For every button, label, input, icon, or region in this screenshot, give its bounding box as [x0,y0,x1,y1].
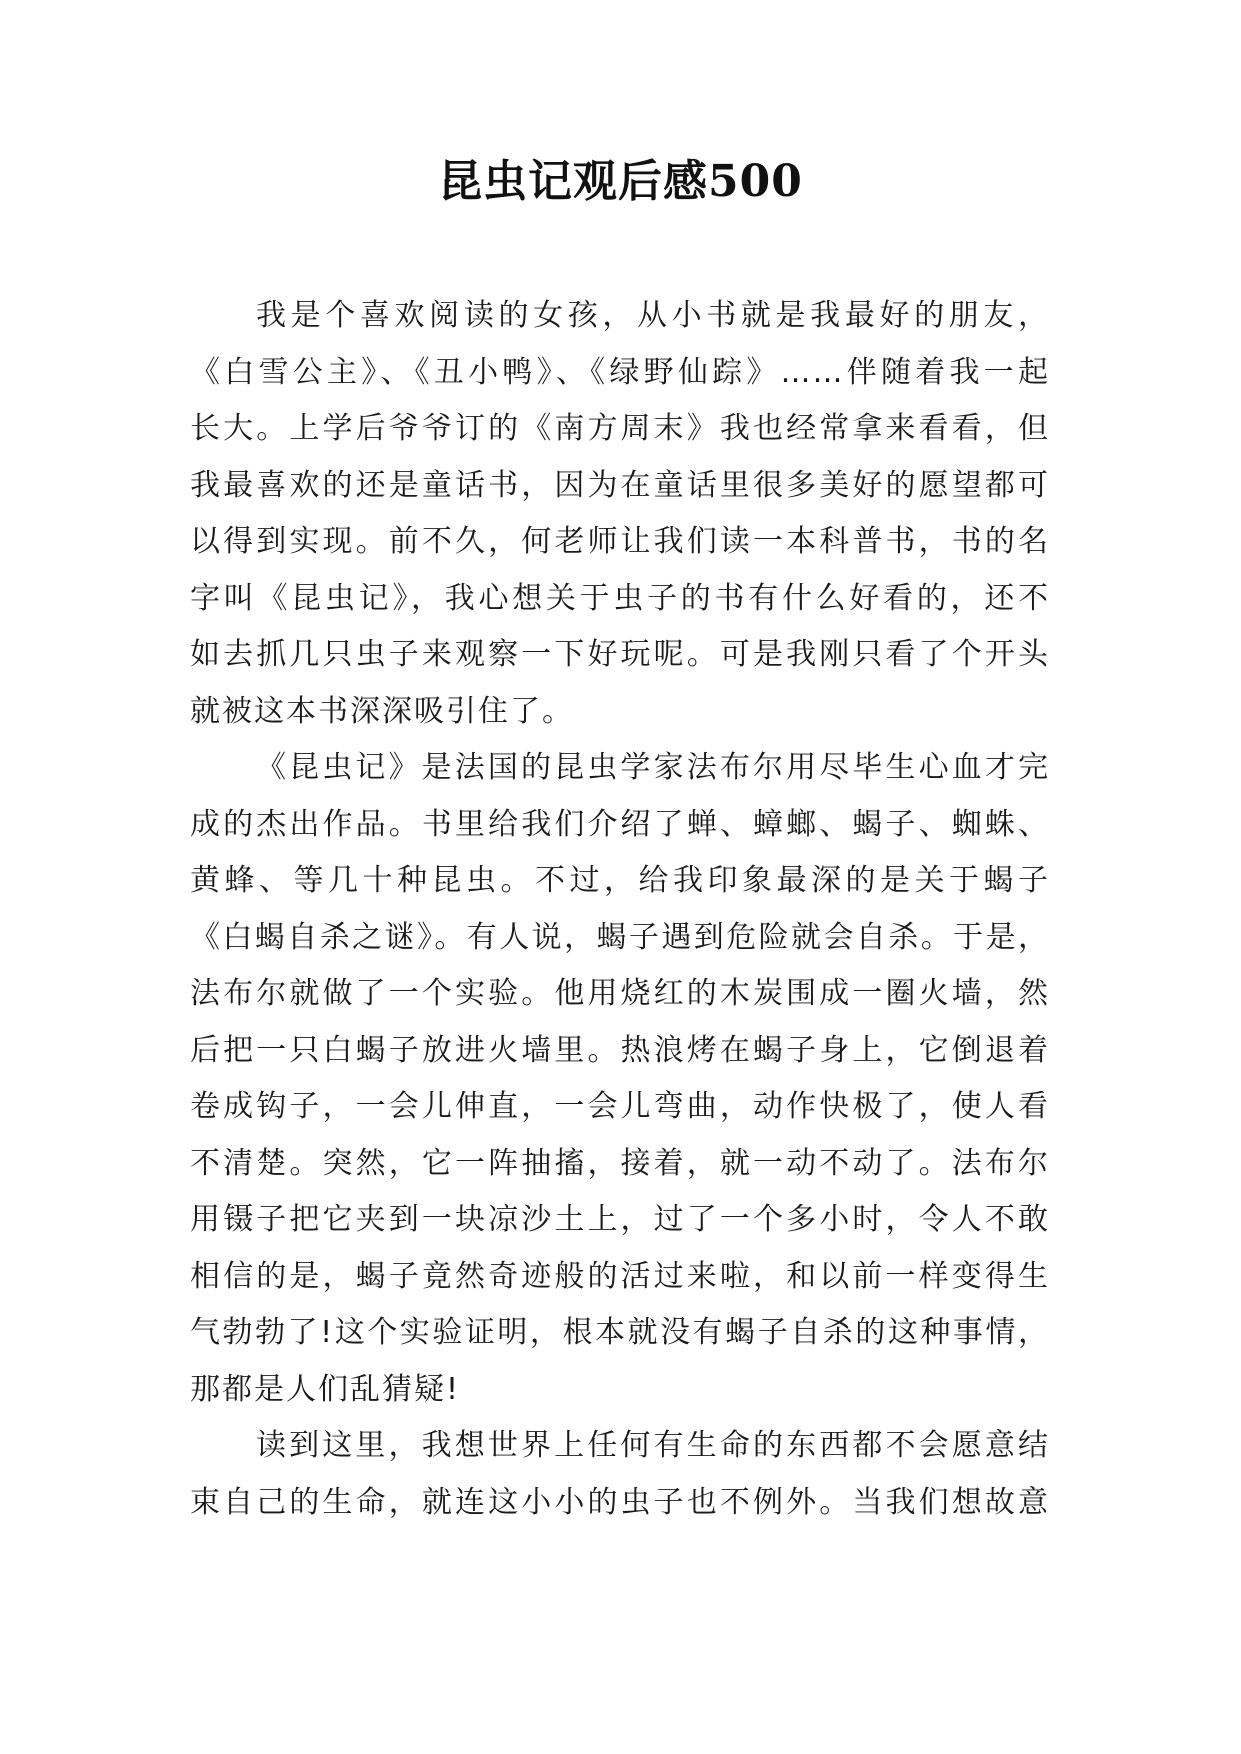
text-line: 后把一只白蝎子放进火墙里。热浪烤在蝎子身上，它倒退着 [190,1032,1050,1068]
text-line: 用镊子把它夹到一块凉沙土上，过了一个多小时，令人不敢 [190,1202,1050,1237]
text-line: 读到这里，我想世界上任何有生命的东西都不会愿意结 [256,1428,1050,1463]
text-line: 字叫《昆虫记》，我心想关于虫子的书有什么好看的，还不 [190,580,1050,616]
paragraph [190,740,1050,1418]
text-line: 成的杰出作品。书里给我们介绍了蝉、蟑螂、蝎子、蜘蛛、 [190,806,1050,842]
text-line: 《白蝎自杀之谜》。有人说，蝎子遇到危险就会自杀。于是， [190,919,1050,955]
text-line: 不清楚。突然，它一阵抽搐，接着，就一动不动了。法布尔 [190,1145,1050,1181]
text-line: 束自己的生命，就连这小小的虫子也不例外。当我们想故意 [190,1484,1050,1520]
page-title: 昆虫记观后感500 [438,156,803,207]
text-line: 我最喜欢的还是童话书，因为在童话里很多美好的愿望都可 [190,467,1050,503]
text-line: 那都是人们乱猜疑! [190,1371,461,1407]
text-line: 我是个喜欢阅读的女孩，从小书就是我最好的朋友， [256,298,1050,333]
text-line: 以得到实现。前不久，何老师让我们读一本科普书，书的名 [190,524,1050,559]
text-line: 长大。上学后爷爷订的《南方周末》我也经常拿来看看，但 [190,411,1050,446]
text-line: 气勃勃了!这个实验证明，根本就没有蝎子自杀的这种事情， [190,1315,1050,1350]
text-line: 相信的是，蝎子竟然奇迹般的活过来啦，和以前一样变得生 [190,1258,1050,1294]
paragraph [190,288,1050,740]
text-line: 《白雪公主》、《丑小鸭》、《绿野仙踪》……伴随着我一起 [190,354,1050,390]
text-line: 卷成钩子，一会儿伸直，一会儿弯曲，动作快极了，使人看 [190,1089,1050,1124]
paragraph [190,1418,1050,1531]
text-line: 如去抓几只虫子来观察一下好玩呢。可是我刚只看了个开头 [190,637,1050,672]
document-body [190,288,1050,1531]
text-line: 《昆虫记》是法国的昆虫学家法布尔用尽毕生心血才完 [256,750,1050,785]
text-line: 黄蜂、等几十种昆虫。不过，给我印象最深的是关于蝎子 [190,863,1050,898]
text-line: 就被这本书深深吸引住了。 [190,693,574,729]
text-line: 法布尔就做了一个实验。他用烧红的木炭围成一圈火墙，然 [190,976,1050,1011]
